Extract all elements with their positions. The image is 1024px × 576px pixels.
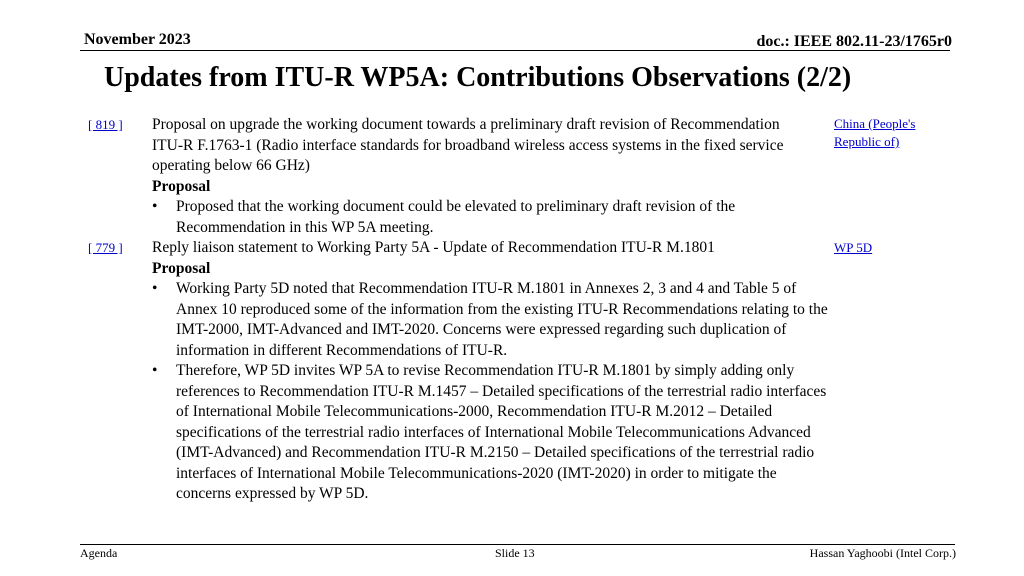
- bullet-item: [152, 279, 832, 361]
- bullet-icon: •: [152, 362, 158, 379]
- contribution-ref-link[interactable]: [ 779 ]: [88, 240, 123, 255]
- header-date: November 2023: [84, 31, 191, 48]
- footer-left: Agenda: [80, 546, 118, 560]
- contribution-description: Reply liaison statement to Working Party 5A - Update of Recommendation ITU-R M.1801: [152, 239, 715, 256]
- contribution-body: [152, 115, 792, 238]
- bullet-item: [152, 197, 792, 238]
- contribution-description: Proposal on upgrade the working document towards a preliminary draft revision of Recommendation ITU-R F.1763-1 (Radio interface standards for broadband wireless access systems in the fixed service operating below 66 GHz): [152, 116, 784, 174]
- bullet-icon: •: [152, 280, 158, 297]
- footer-slide-number: Slide 13: [495, 546, 535, 560]
- bullet-text: Proposed that the working document could be elevated to preliminary draft revision of the Recommendation in this WP 5A meeting.: [176, 198, 736, 236]
- proposal-heading: Proposal: [152, 259, 211, 277]
- footer-divider: [80, 544, 955, 545]
- slide-title: Updates from ITU-R WP5A: Contributions Observations (2/2): [104, 62, 852, 93]
- proposal-heading: Proposal: [152, 177, 211, 195]
- contribution-source-link[interactable]: China (People's Republic of): [834, 116, 916, 149]
- footer-author: Hassan Yaghoobi (Intel Corp.): [809, 546, 956, 560]
- contribution-ref-link[interactable]: [ 819 ]: [88, 117, 123, 132]
- header-doc-id: doc.: IEEE 802.11-23/1765r0: [756, 33, 952, 50]
- bullet-icon: •: [152, 198, 158, 215]
- header-divider: [80, 50, 950, 51]
- bullet-text: Working Party 5D noted that Recommendation ITU-R M.1801 in Annexes 2, 3 and 4 and Table 5 of Annex 10 reproduced some of the information from the existing ITU-R Recommendations relating to the IMT-2000, IMT-Advanced and IMT-2020. Concerns were expressed regarding such duplication of information in different Recommendations of ITU-R.: [176, 280, 828, 359]
- contribution-source-link[interactable]: WP 5D: [834, 240, 873, 255]
- bullet-text: Therefore, WP 5D invites WP 5A to revise Recommendation ITU-R M.1801 by simply adding only references to Recommendation ITU-R M.1457 – Detailed specifications of the terrestrial radio interfaces of International Mobile Telecommunications-2000, Recommendation ITU-R M.2012 – Detailed specifications of the terrestrial radio interfaces of International Mobile Telecommunications Advanced (IMT-Advanced) and Recommendation ITU-R M.2150 – Detailed specifications of the terrestrial radio interfaces of International Mobile Telecommunications-2020 (IMT-2020) in order to mitigate the concerns expressed by WP 5D.: [176, 362, 827, 502]
- contribution-body: [152, 238, 832, 505]
- bullet-item: [152, 361, 832, 505]
